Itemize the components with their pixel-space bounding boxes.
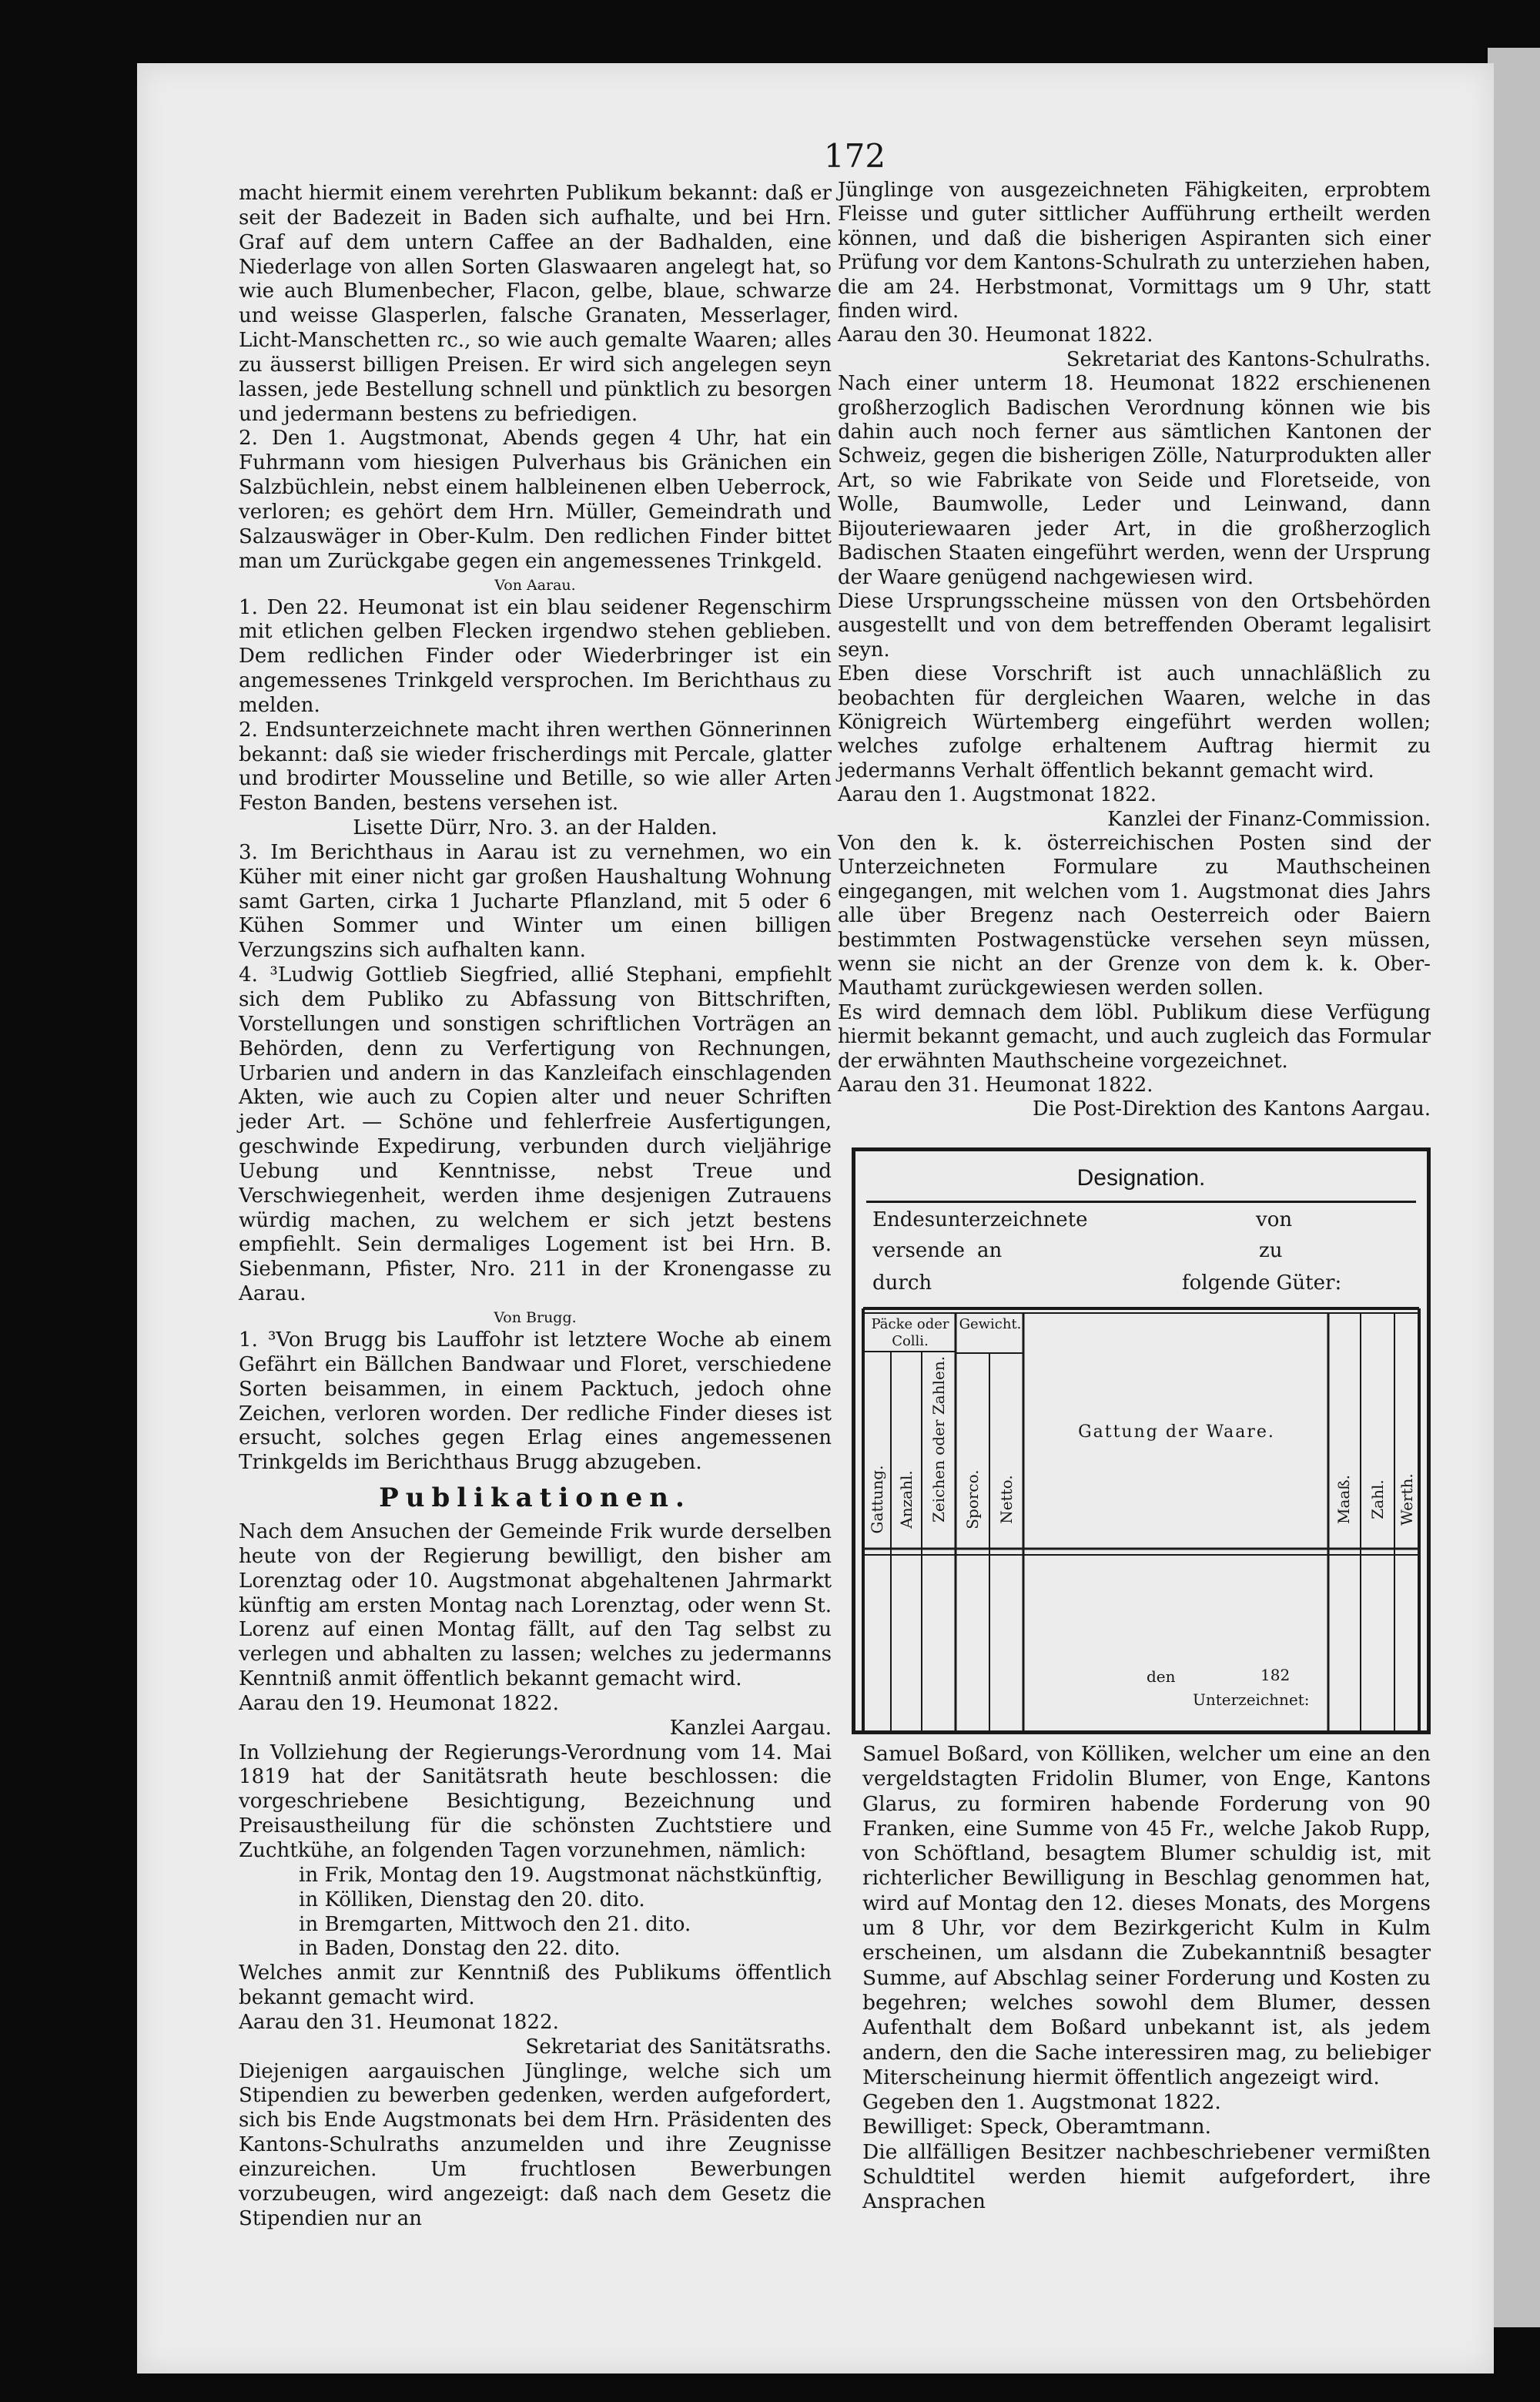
signature-line: Kanzlei Aargau. [669, 1716, 832, 1740]
paragraph: 2. Den 1. Augstmonat, Abends gegen 4 Uhr, hat ein Fuhrmann vom hiesigen Pulverhaus bis Gränichen ein Salzbüchlein, nebst einem halbleinenen elben Ueberrock, verloren; es gehört dem Hrn. Müller, Gemeindrath und Salzauswäger in Ober-Kulm. Den redlichen Finder bittet man um Zurückgabe gegen ein angemessenes Trinkgeld. [239, 427, 832, 573]
paragraph: in Frik, Montag den 19. Augstmonat nächstkünftig, [299, 1863, 823, 1887]
form-goods-label: folgende Güter: [1182, 1271, 1342, 1295]
signature-line: Die Post-Direktion des Kantons Aargau. [1033, 1097, 1431, 1121]
form-date-label: den [1147, 1667, 1176, 1686]
paragraph: in Baden, Donstag den 22. dito. [299, 1937, 621, 1961]
paragraph: Aarau den 19. Heumonat 1822. [239, 1691, 559, 1715]
signature-line: Sekretariat des Sanitätsraths. [525, 2035, 832, 2059]
form-col-count: Anzahl. [897, 1470, 916, 1529]
form-col-measure: Maaß. [1334, 1474, 1353, 1525]
paragraph: 4. ³Ludwig Gottlieb Siegfried, allié Stephani, empfiehlt sich dem Publiko zu Abfassung von Bittschriften, Vorstellungen und sonstigen schriftlichen Vorträgen an Behörden, denn zu Verfertigung von Rechnungen, Urbarien und andern in das Kanzleifach einschlagenden Akten, wie auch zu Copien alter und neuer Schriften jeder Art. — Schöne und fehlerfreie Ausfertigungen, geschwinde Expedirung, verbunden durch vieljährige Uebung und Kenntnisse, nebst Treue und Verschwiegenheit, werden ihme desjenigen Zutrauens würdig machen, zu welchem er sich jetzt bestens empfiehlt. Sein dermaliges Logement ist bei Hrn. B. Siebenmann, Pfister, Nro. 211 in der Kronengasse zu Aarau. [239, 963, 832, 1306]
paragraph: Nach dem Ansuchen der Gemeinde Frik wurde derselben heute von der Regierung bewilligt, den bisher am Lorenztag oder 10. Augstmonat abgehaltenen Jahrmarkt künftig am ersten Montag nach Lorenztag, oder wenn St. Lorenz auf einen Montag fällt, auf den Tag selbst zu verlegen und abhalten zu lassen; welches zu jedermanns Kenntniß anmit öffentlich bekannt gemacht wird. [239, 1520, 832, 1691]
paragraph: 3. Im Berichthaus in Aarau ist zu vernehmen, wo ein Küher mit einer nicht gar großen Haushaltung Wohnung samt Garten, cirka 1 Jucharte Pflanzland, mit 5 oder 6 Kühen Sommer und Winter um einen billigen Verzungszins sich aufhalten kann. [239, 840, 832, 963]
centered-line: Von Aarau. [494, 576, 576, 594]
paragraph: In Vollziehung der Regierungs-Verordnung vom 14. Mai 1819 hat der Sanitätsrath heute beschlossen: die vorgeschriebene Besichtigung, Bezeichnung und Preisaustheilung für die schönsten Zuchtstiere und Zuchtkühe, an folgenden Tagen vorzunehmen, nämlich: [239, 1740, 832, 1862]
section-heading: Publikationen. [379, 1482, 691, 1514]
form-col-goods-type: Gattung der Waare. [1078, 1422, 1275, 1442]
left-column [239, 182, 832, 2232]
form-col-number: Zahl. [1368, 1479, 1387, 1519]
signature-line: Kanzlei der Finanz-Commission. [1107, 807, 1431, 831]
paragraph: Welches anmit zur Kenntniß des Publikums öffentlich bekannt gemacht wird. [239, 1961, 832, 2010]
paragraph: Die allfälligen Besitzer nachbeschriebener vermißten Schuldtitel werden hiemit aufgefordert, ihre Ansprachen [862, 2139, 1431, 2214]
form-col-gross: Sporco. [963, 1469, 982, 1529]
paragraph: Bewilliget: Speck, Oberamtmann. [862, 2115, 1212, 2139]
form-sender-label: Endesunterzeichnete [872, 1208, 1088, 1231]
paragraph: in Kölliken, Dienstag den 20. dito. [299, 1888, 645, 1911]
paragraph: Aarau den 31. Heumonat 1822. [838, 1074, 1153, 1097]
paragraph: Eben diese Vorschrift ist auch unnachläßlich zu beobachten für dergleichen Waaren, welche in das Königreich Würtemberg eingeführt werden wollen; welches zufolge erhaltenem Auftrag hiermit zu jedermanns Verhalt öffentlich bekannt gemacht wird. [838, 662, 1431, 782]
form-at-label: zu [1259, 1239, 1283, 1262]
bottom-right-column [862, 1742, 1431, 2215]
paragraph: macht hiermit einem verehrten Publikum bekannt: daß er seit der Badezeit in Baden sich aufhalte, und bei Hrn. Graf auf dem untern Caffee an der Badhalden, eine Niederlage von allen Sorten Glaswaaren angelegt hat, so wie auch Blumenbecher, Flacon, gelbe, blaue, schwarze und weisse Glasperlen, falsche Granaten, Messerlager, Licht-Manschetten rc., so wie auch gemalte Waaren; alles zu äusserst billigen Preisen. Er wird sich angelegen seyn lassen, jede Bestellung schnell und pünktlich zu besorgen und jedermann bestens zu befriedigen. [239, 182, 832, 426]
form-from-label: von [1256, 1208, 1293, 1231]
paragraph: Von den k. k. österreichischen Posten sind der Unterzeichneten Formulare zu Mauthscheinen eingegangen, mit welchen vom 1. Augstmonat dies Jahrs alle über Bregenz nach Oesterreich oder Baiern bestimmten Postwagenstücke versehen seyn müssen, wenn sie nicht an der Grenze von dem k. k. Ober-Mauthamt zurückgewiesen werden sollen. [838, 831, 1431, 1000]
right-column [838, 179, 1431, 1122]
paragraph: Nach einer unterm 18. Heumonat 1822 erschienenen großherzoglich Badischen Verordnung können wie bis dahin auch noch ferner aus sämtlichen Kantonen der Schweiz, gegen die bisherigen Zölle, Naturprodukten aller Art, so wie Fabrikate von Seide und Floretseide, von Wolle, Baumwolle, Leder und Leinwand, dann Bijouteriewaaren jeder Art, in die großherzoglich Badischen Staaten eingeführt werden, wenn der Ursprung der Waare genügend nachgewiesen wird. [838, 372, 1431, 589]
form-col-net: Netto. [997, 1475, 1016, 1524]
paragraph: 1. Den 22. Heumonat ist ein blau seidener Regenschirm mit etlichen gelben Flecken irgendwo stehen geblieben. Dem redlichen Finder oder Wiederbringer ist ein angemessenes Trinkgeld versprochen. Im Berichthaus zu melden. [239, 595, 832, 717]
paragraph: Diese Ursprungsscheine müssen von den Ortsbehörden ausgestellt und von dem betreffenden Oberamt legalisirt seyn. [838, 589, 1431, 662]
form-to-label: an [977, 1239, 1003, 1262]
form-year-label: 182 [1260, 1666, 1291, 1684]
centered-line: Von Brugg. [494, 1308, 577, 1326]
paragraph: 1. ³Von Brugg bis Lauffohr ist letztere Woche ab einem Gefährt ein Bällchen Bandwaar und Floret, verschiedene Sorten beisammen, in einem Packtuch, jedoch ohne Zeichen, verloren worden. Der redliche Finder dieses ist ersucht, solches gegen Erlag eines angemessenen Trinkgelds im Berichthaus Brugg abzugeben. [239, 1328, 832, 1475]
adjacent-page-edge [1488, 48, 1540, 2327]
form-title: Designation. [1076, 1165, 1206, 1191]
form-weight-header: Gewicht. [959, 1316, 1022, 1332]
paragraph: Aarau den 1. Augstmonat 1822. [838, 783, 1157, 807]
form-col-marks: Zeichen oder Zahlen. [929, 1355, 948, 1523]
page-number: 172 [823, 137, 886, 175]
centered-line: Lisette Dürr, Nro. 3. an der Halden. [353, 816, 718, 840]
form-via-label: durch [872, 1271, 932, 1295]
designation-form [852, 1147, 1431, 1734]
paragraph: Aarau den 30. Heumonat 1822. [838, 323, 1153, 347]
paragraph: Diejenigen aargauischen Jünglinge, welche sich um Stipendien zu bewerben gedenken, werden aufgefordert, sich bis Ende Augstmonats bei dem Hrn. Präsidenten des Kantons-Schulraths anzumelden und ihre Zeugnisse einzureichen. Um fruchtlosen Bewerbungen vorzubeugen, wird angezeigt: daß nach dem Gesetz die Stipendien nur an [239, 2059, 832, 2230]
form-col-type: Gattung. [868, 1465, 886, 1534]
form-col-value: Werth. [1398, 1473, 1416, 1526]
form-signature-label: Unterzeichnet: [1193, 1690, 1310, 1709]
paragraph: 2. Endsunterzeichnete macht ihren werthen Gönnerinnen bekannt: daß sie wieder frischerdings mit Percale, glatter und brodirter Mousseline und Betille, so wie aller Arten Feston Banden, bestens versehen ist. [239, 718, 832, 816]
paragraph: Es wird demnach dem löbl. Publikum diese Verfügung hiermit bekannt gemacht, und auch zugleich das Formular der erwähnten Mauthscheine vorgezeichnet. [838, 1000, 1431, 1073]
paragraph: Jünglinge von ausgezeichneten Fähigkeiten, erprobtem Fleisse und guter sittlicher Aufführung ertheilt werden können, und daß die bisherigen Aspiranten sich einer Prüfung vor dem Kantons-Schulrath zu unterziehen haben, die am 24. Herbstmonat, Vormittags um 9 Uhr, statt finden wird. [838, 179, 1431, 323]
form-send-label: versende [872, 1239, 966, 1262]
paragraph: in Bremgarten, Mittwoch den 21. dito. [299, 1912, 691, 1936]
paragraph: Samuel Boßard, von Kölliken, welcher um eine an den vergeldstagten Fridolin Blumer, von Enge, Kantons Glarus, zu formiren habende Forderung von 90 Franken, eine Summe von 45 Fr., welche Jakob Rupp, von Schöftland, besagtem Blumer schuldig ist, mit richterlicher Bewilligung in Beschlag genommen hat, wird auf Montag den 12. dieses Monats, des Morgens um 8 Uhr, vor dem Bezirkgericht Kulm in Kulm erscheinen, um alsdann die Zubekanntniß besagter Summe, auf Abschlag seiner Forderung und Kosten zu begehren; welches sowohl dem Blumer, dessen Aufenthalt dem Boßard unbekannt ist, als jedem andern, den die Sache interessiren mag, zu beliebiger Miterscheinung hiermit öffentlich angezeigt wird. [862, 1742, 1431, 2089]
paragraph: Aarau den 31. Heumonat 1822. [239, 2010, 559, 2034]
form-packages-header: Päcke oder Colli. [871, 1316, 949, 1349]
signature-line: Sekretariat des Kantons-Schulraths. [1066, 347, 1431, 371]
paragraph: Gegeben den 1. Augstmonat 1822. [862, 2090, 1221, 2115]
